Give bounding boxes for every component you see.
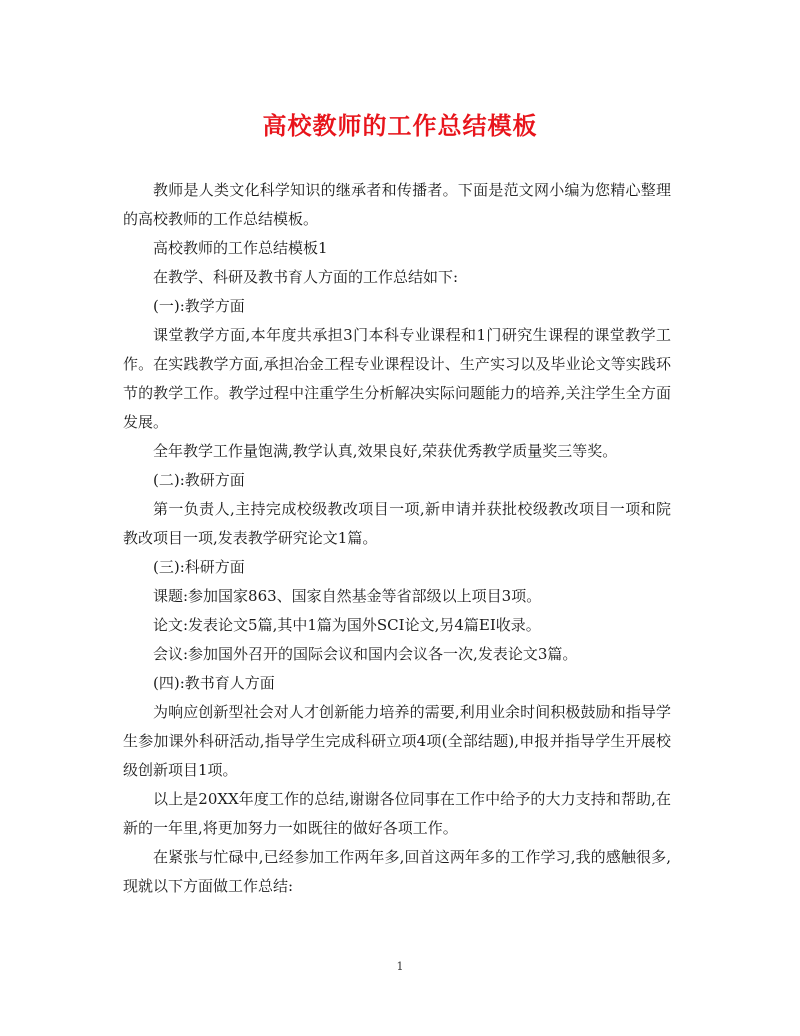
paragraph: 全年教学工作量饱满,教学认真,效果良好,荣获优秀教学质量奖三等奖。	[153, 442, 618, 460]
paragraph: 高校教师的工作总结模板1	[153, 239, 328, 257]
paragraph: 会议:参加国外召开的国际会议和国内会议各一次,发表论文3篇。	[153, 645, 578, 663]
paragraph: 论文:发表论文5篇,其中1篇为国外SCI论文,另4篇EI收录。	[153, 616, 541, 634]
paragraph: 课堂教学方面,本年度共承担3门本科专业课程和1门研究生课程的课堂教学工作。在实践教学方面,承担冶金工程专业课程设计、生产实习以及毕业论文等实践环节的教学工作。教学过程中注重学生分析解决实际问题能力的培养,关注学生全方面发展。	[123, 326, 671, 431]
page-number: 1	[396, 960, 404, 973]
paragraph: 为响应创新型社会对人才创新能力培养的需要,利用业余时间积极鼓励和指导学生参加课外科研活动,指导学生完成科研立项4项(全部结题),申报并指导学生开展校级创新项目1项。	[123, 703, 671, 779]
paragraph: 教师是人类文化科学知识的继承者和传播者。下面是范文网小编为您精心整理的高校教师的工作总结模板。	[123, 181, 671, 228]
paragraph: 课题:参加国家863、国家自然基金等省部级以上项目3项。	[153, 587, 542, 605]
document-title: 高校教师的工作总结模板	[262, 111, 538, 140]
paragraph: 以上是20XX年度工作的总结,谢谢各位同事在工作中给予的大力支持和帮助,在新的一年里,将更加努力一如既往的做好各项工作。	[123, 790, 671, 837]
document-body	[123, 176, 671, 901]
section-heading: (四):教书育人方面	[153, 674, 275, 692]
paragraph: 第一负责人,主持完成校级教改项目一项,新申请并获批校级教改项目一项和院教改项目一项,发表教学研究论文1篇。	[123, 500, 671, 547]
section-heading: (二):教研方面	[153, 471, 245, 489]
paragraph: 在教学、科研及教书育人方面的工作总结如下:	[153, 268, 459, 286]
section-heading: (三):科研方面	[153, 558, 245, 576]
paragraph: 在紧张与忙碌中,已经参加工作两年多,回首这两年多的工作学习,我的感触很多,现就以下方面做工作总结:	[123, 848, 671, 895]
section-heading: (一):教学方面	[153, 297, 245, 315]
